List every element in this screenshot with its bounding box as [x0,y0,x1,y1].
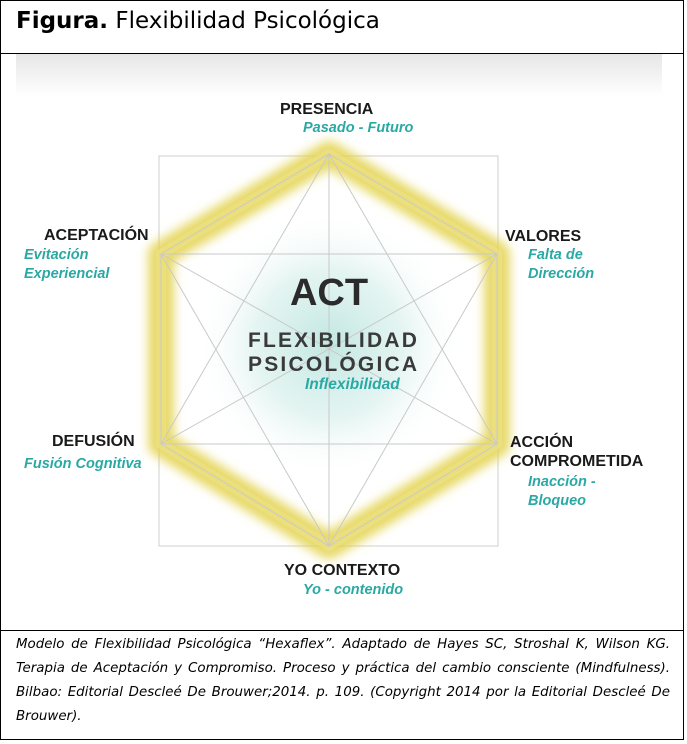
node-label-aceptacion: ACEPTACIÓN [44,227,149,244]
figure-title-row [0,0,684,54]
node-opposite-presencia: Pasado - Futuro [303,120,414,136]
figure-title-text: Flexibilidad Psicológica [108,8,380,34]
hexaflex-diagram [16,54,662,630]
node-opposite-valores-2: Dirección [528,266,595,282]
center-line-1: FLEXIBILIDAD [248,329,420,352]
node-opposite-yo-contexto: Yo - contenido [303,582,404,598]
node-label-valores: VALORES [505,228,582,245]
act-acronym: ACT [289,272,369,314]
edge-tick [683,54,684,88]
node-opposite-valores-1: Falta de [528,247,583,263]
node-opposite-aceptacion-2: Experiencial [24,266,110,282]
node-opposite-defusion: Fusión Cognitiva [24,456,142,472]
node-label-presencia: PRESENCIA [280,101,374,118]
node-label-accion-1: ACCIÓN [510,434,574,451]
figure-title-bold: Figura. [16,8,109,34]
figure-title [16,8,380,34]
center-opposite: Inflexibilidad [305,376,400,393]
node-opposite-accion-1: Inacción - [528,474,596,490]
center-line-2: PSICOLÓGICA [248,353,420,376]
figure-caption: Modelo de Flexibilidad Psicológica “Hexaflex”. Adaptado de Hayes SC, Stroshal K, Wilson KG. Terapia de Aceptación y Compromiso. Proceso y práctica del cambio consciente (Mindfulness). Bilbao: Editorial Descleé De Brouwer;2014. p. 109. (Copyright 2014 por la Editorial Descleé De Brouwer). [16,637,670,724]
node-label-defusion: DEFUSIÓN [52,433,135,450]
caption-row [0,630,684,740]
node-label-accion-2: COMPROMETIDA [510,453,644,470]
node-opposite-aceptacion-1: Evitación [24,247,89,263]
node-opposite-accion-2: Bloqueo [528,493,586,509]
node-label-yo-contexto: YO CONTEXTO [284,562,401,579]
